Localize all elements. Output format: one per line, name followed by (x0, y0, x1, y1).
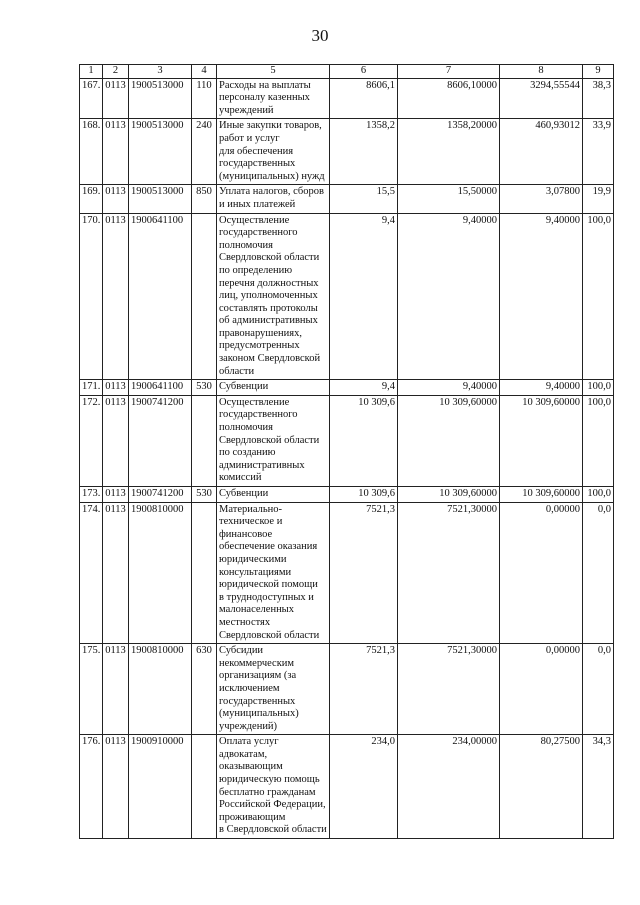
item-name: Субвенции (217, 487, 330, 503)
item-name: Иные закупки товаров, работ и услуг для обеспечения государственных (муниципальных) нужд (217, 119, 330, 185)
executed-amount: 0,00000 (500, 644, 583, 735)
row-number: 169. (80, 185, 103, 213)
row-number: 171. (80, 380, 103, 396)
executed-amount: 3294,55544 (500, 78, 583, 119)
adjusted-amount: 10 309,60000 (398, 487, 500, 503)
executed-amount: 3,07800 (500, 185, 583, 213)
section-code: 0113 (103, 78, 129, 119)
target-code: 1900741200 (129, 487, 192, 503)
section-code: 0113 (103, 119, 129, 185)
executed-amount: 460,93012 (500, 119, 583, 185)
adjusted-amount: 9,40000 (398, 213, 500, 380)
planned-amount: 10 309,6 (330, 487, 398, 503)
planned-amount: 7521,3 (330, 644, 398, 735)
table-row (80, 380, 614, 396)
planned-amount: 7521,3 (330, 502, 398, 644)
header-col-4: 4 (192, 65, 217, 79)
execution-percent: 33,9 (583, 119, 614, 185)
header-col-1: 1 (80, 65, 103, 79)
execution-percent: 100,0 (583, 213, 614, 380)
execution-percent: 38,3 (583, 78, 614, 119)
expense-type-code: 850 (192, 185, 217, 213)
row-number: 173. (80, 487, 103, 503)
table-row (80, 78, 614, 119)
target-code: 1900641100 (129, 213, 192, 380)
item-name: Расходы на выплаты персоналу казенных учреждений (217, 78, 330, 119)
expense-type-code (192, 502, 217, 644)
header-col-9: 9 (583, 65, 614, 79)
table-row (80, 395, 614, 486)
execution-percent: 19,9 (583, 185, 614, 213)
section-code: 0113 (103, 213, 129, 380)
row-number: 168. (80, 119, 103, 185)
execution-percent: 0,0 (583, 644, 614, 735)
target-code: 1900641100 (129, 380, 192, 396)
target-code: 1900741200 (129, 395, 192, 486)
item-name: Материально- техническое и финансовое обеспечение оказания юридическими консультациями юридической помощи в труднодоступных и малонаселенных местностях Свердловской области (217, 502, 330, 644)
adjusted-amount: 10 309,60000 (398, 395, 500, 486)
adjusted-amount: 8606,10000 (398, 78, 500, 119)
item-name: Оплата услуг адвокатам, оказывающим юридическую помощь бесплатно гражданам Российской Федерации, проживающим в Свердловской области (217, 735, 330, 839)
row-number: 176. (80, 735, 103, 839)
executed-amount: 10 309,60000 (500, 487, 583, 503)
row-number: 172. (80, 395, 103, 486)
target-code: 1900810000 (129, 644, 192, 735)
table-row (80, 185, 614, 213)
execution-percent: 0,0 (583, 502, 614, 644)
target-code: 1900513000 (129, 119, 192, 185)
row-number: 174. (80, 502, 103, 644)
planned-amount: 8606,1 (330, 78, 398, 119)
item-name: Субвенции (217, 380, 330, 396)
section-code: 0113 (103, 644, 129, 735)
expense-type-code (192, 395, 217, 486)
executed-amount: 9,40000 (500, 380, 583, 396)
section-code: 0113 (103, 185, 129, 213)
item-name: Субсидии некоммерческим организациям (за исключением государственных (муниципальных) учреждений) (217, 644, 330, 735)
expense-type-code (192, 213, 217, 380)
planned-amount: 10 309,6 (330, 395, 398, 486)
budget-table (79, 64, 614, 839)
executed-amount: 0,00000 (500, 502, 583, 644)
adjusted-amount: 1358,20000 (398, 119, 500, 185)
target-code: 1900810000 (129, 502, 192, 644)
executed-amount: 80,27500 (500, 735, 583, 839)
planned-amount: 1358,2 (330, 119, 398, 185)
expense-type-code: 530 (192, 380, 217, 396)
section-code: 0113 (103, 487, 129, 503)
adjusted-amount: 15,50000 (398, 185, 500, 213)
header-col-8: 8 (500, 65, 583, 79)
table-row (80, 213, 614, 380)
adjusted-amount: 234,00000 (398, 735, 500, 839)
page-number: 30 (311, 26, 329, 45)
planned-amount: 15,5 (330, 185, 398, 213)
expense-type-code: 530 (192, 487, 217, 503)
header-col-7: 7 (398, 65, 500, 79)
table-row (80, 487, 614, 503)
target-code: 1900513000 (129, 185, 192, 213)
item-name: Уплата налогов, сборов и иных платежей (217, 185, 330, 213)
planned-amount: 9,4 (330, 380, 398, 396)
adjusted-amount: 7521,30000 (398, 644, 500, 735)
section-code: 0113 (103, 395, 129, 486)
execution-percent: 100,0 (583, 395, 614, 486)
section-code: 0113 (103, 502, 129, 644)
header-col-3: 3 (129, 65, 192, 79)
target-code: 1900910000 (129, 735, 192, 839)
row-number: 175. (80, 644, 103, 735)
expense-type-code (192, 735, 217, 839)
execution-percent: 100,0 (583, 487, 614, 503)
adjusted-amount: 9,40000 (398, 380, 500, 396)
adjusted-amount: 7521,30000 (398, 502, 500, 644)
execution-percent: 34,3 (583, 735, 614, 839)
table-row (80, 119, 614, 185)
row-number: 167. (80, 78, 103, 119)
table-header-row (80, 65, 614, 79)
header-col-6: 6 (330, 65, 398, 79)
section-code: 0113 (103, 735, 129, 839)
expense-type-code: 630 (192, 644, 217, 735)
item-name: Осуществление государственного полномочия Свердловской области по созданию административных комиссий (217, 395, 330, 486)
planned-amount: 234,0 (330, 735, 398, 839)
executed-amount: 10 309,60000 (500, 395, 583, 486)
table-row (80, 735, 614, 839)
header-col-2: 2 (103, 65, 129, 79)
execution-percent: 100,0 (583, 380, 614, 396)
executed-amount: 9,40000 (500, 213, 583, 380)
header-col-5: 5 (217, 65, 330, 79)
expense-type-code: 240 (192, 119, 217, 185)
item-name: Осуществление государственного полномочия Свердловской области по определению перечня должностных лиц, уполномоченных составлять протоколы об административных правонарушениях, предусмотренных законом Свердловской области (217, 213, 330, 380)
row-number: 170. (80, 213, 103, 380)
section-code: 0113 (103, 380, 129, 396)
table-row (80, 644, 614, 735)
table-row (80, 502, 614, 644)
planned-amount: 9,4 (330, 213, 398, 380)
expense-type-code: 110 (192, 78, 217, 119)
table-body (80, 78, 614, 838)
target-code: 1900513000 (129, 78, 192, 119)
